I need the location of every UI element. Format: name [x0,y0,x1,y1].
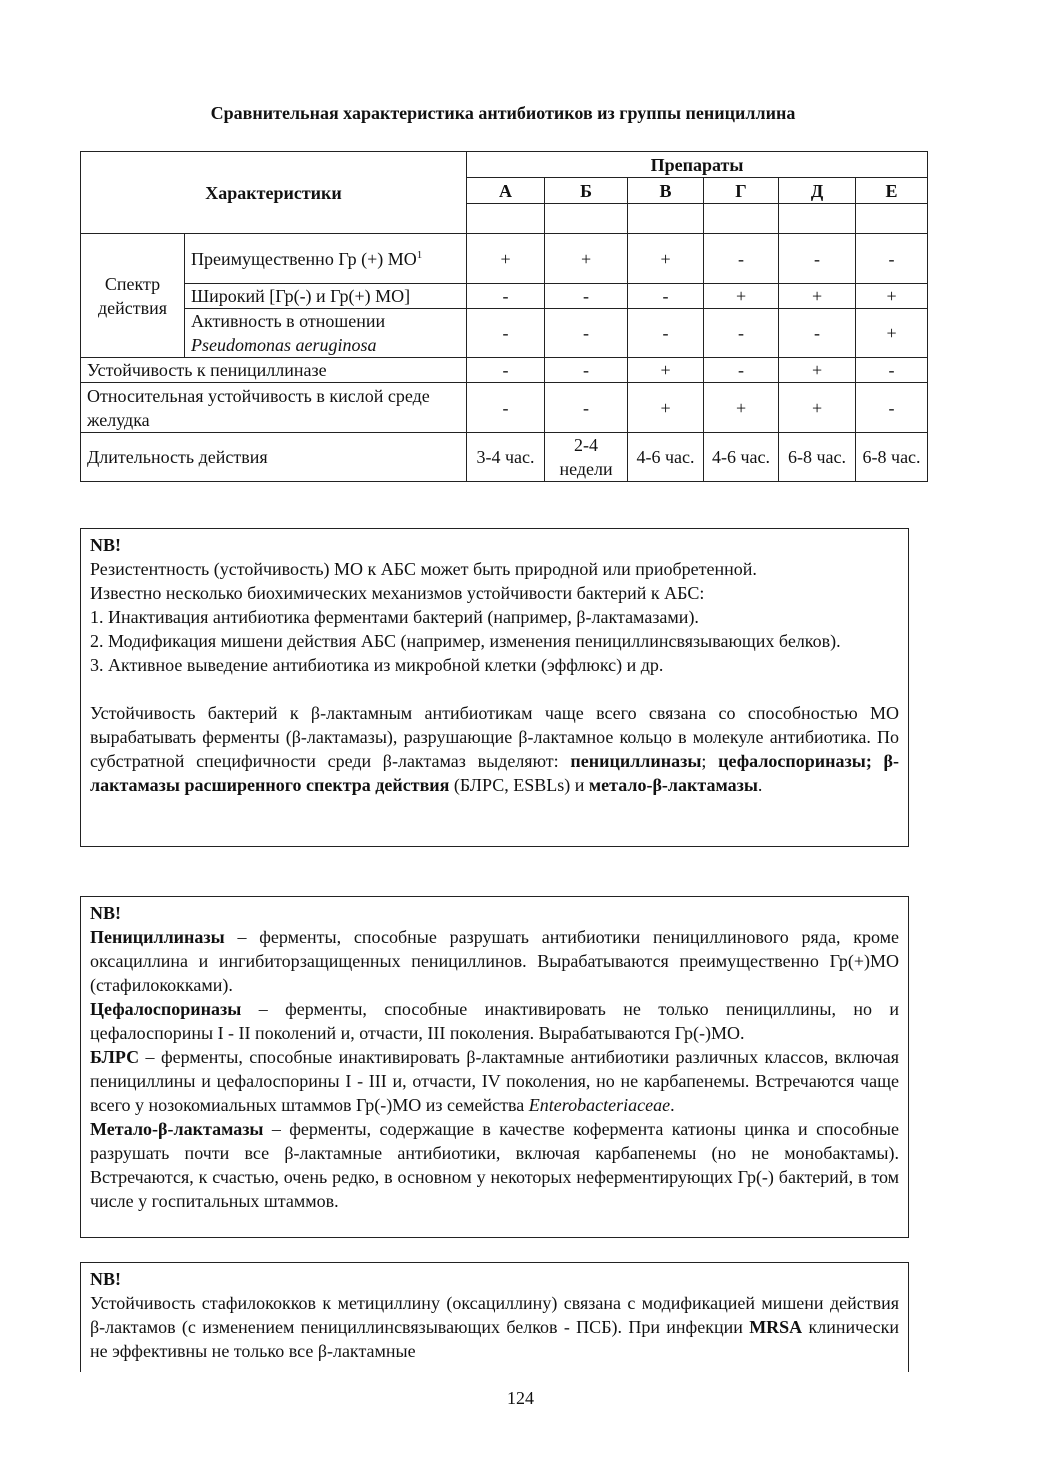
empty-cell [779,204,856,234]
table-cell: + [779,383,856,433]
nb-paragraph: Метало-β-лактамазы – ферменты, содержащие в качестве кофермента катионы цинка и способные разрушать почти все β-лактамные антибиотики, включая карбапенемы (но не монобактамы). Встречаются, к счастью, очень редко, в основном у некоторых неферментирующих Гр(-) бактерий, в том числе у госпитальных штаммов. [90,1119,899,1211]
table-cell: - [467,309,545,358]
nb-paragraph: БЛРС – ферменты, способные инактивировать β-лактамные антибиотики различных классов, включая пенициллины и цефалоспорины I - III и, отчасти, IV поколения, но не карбапенемы. Встречаются чаще всего у нозокомиальных штаммов Гр(-)МО из семейства Enterobacteriaceae. [90,1047,899,1115]
table-cell: - [628,309,704,358]
table-cell: + [545,234,628,284]
table-cell: + [779,358,856,383]
table-cell: - [779,234,856,284]
nb-heading: NB! [90,535,121,555]
drug-header: Д [779,178,856,204]
empty-cell [856,204,928,234]
table-cell: - [704,358,779,383]
row-label: Широкий [Гр(-) и Гр(+) МО] [185,284,467,309]
table-cell: - [467,383,545,433]
page-number: 124 [507,1388,534,1408]
nb-box-mrsa [80,1262,909,1372]
nb-paragraph: Пенициллиназы – ферменты, способные разрушать антибиотики пенициллинового ряда, кроме оксациллина и ингибиторзащищенных пенициллинов. Вырабатываются преимущественно Гр(+)МО (стафилококками). [90,927,899,995]
table-cell: 3-4 час. [467,433,545,482]
row-label: Преимущественно Гр (+) $МО^1$ [185,234,467,284]
table-cell: + [628,234,704,284]
nb-paragraph: Цефалоспориназы – ферменты, способные инактивировать не только пенициллины, но и цефалоспорины I - II поколений и, отчасти, III поколения. Вырабатываются Гр(-)МО. [90,999,899,1043]
drug-header: Б [545,178,628,204]
row-label: Устойчивость к пенициллиназе [81,358,467,383]
table-cell: + [704,284,779,309]
table-cell: - [545,309,628,358]
table-cell: - [545,358,628,383]
nb-line: Известно несколько биохимических механизмов устойчивости бактерий к АБС: [90,583,705,603]
nb-paragraph: Устойчивость бактерий к β-лактамным антибиотикам чаще всего связана со способностью МО вырабатывать ферменты (β-лактамазы), разрушающие β-лактамное кольцо в молекуле антибиотика. По субстратной специфичности среди β-лактамаз выделяют: пенициллиназы; цефалоспориназы; β-лактамазы расширенного спектра действия (БЛРС, ESBLs) и метало-β-лактамазы. [90,703,899,795]
table-cell: + [856,284,928,309]
table-cell: + [628,383,704,433]
nb-paragraph: Устойчивость стафилококков к метициллину (оксациллину) связана с модификацией мишени действия β-лактамов (с изменением пенициллинсвязывающих белков - ПСБ). При инфекции MRSA клинически не эффективны не только все β-лактамные [90,1293,899,1361]
table-cell: - [467,358,545,383]
table-row [81,433,928,482]
table-cell: + [856,309,928,358]
spectrum-label: Спектр действия [81,234,185,358]
nb-heading: NB! [90,903,121,923]
table-cell: + [779,284,856,309]
table-cell: 4-6 час. [628,433,704,482]
table-cell: + [467,234,545,284]
table-cell: 2-4 недели [545,433,628,482]
header-preparations: Препараты [467,152,928,178]
table-cell: 6-8 час. [856,433,928,482]
nb-line: 3. Активное выведение антибиотика из микробной клетки (эффлюкс) и др. [90,655,664,675]
drug-header: В [628,178,704,204]
drug-header: Е [856,178,928,204]
comparison-table [80,151,928,482]
table-row [81,358,928,383]
nb-line: Резистентность (устойчивость) МО к АБС может быть природной или приобретенной. [90,559,757,579]
row-label: Активность в отношении Pseudomonas aeruginosa [185,309,467,358]
nb-line: 1. Инактивация антибиотика ферментами бактерий (например, β-лактамазами). [90,607,699,627]
header-characteristics: Характеристики [81,152,467,234]
table-cell: - [545,383,628,433]
table-cell: 4-6 час. [704,433,779,482]
table-cell: - [545,284,628,309]
table-cell: - [704,309,779,358]
table-cell: - [856,383,928,433]
table-row [81,383,928,433]
table-cell: - [628,284,704,309]
nb-line: 2. Модификация мишени действия АБС (например, изменения пенициллинсвязывающих белков). [90,631,841,651]
table-cell: - [779,309,856,358]
nb-heading: NB! [90,1269,121,1289]
table-cell: - [856,358,928,383]
nb-box-resistance [80,528,909,847]
table-cell: 6-8 час. [779,433,856,482]
row-label: Относительная устойчивость в кислой среде желудка [81,383,467,433]
table-row [81,234,928,284]
row-label: Длительность действия [81,433,467,482]
table-row [81,284,928,309]
nb-box-enzymes [80,896,909,1238]
table-row [81,309,928,358]
table-cell: + [628,358,704,383]
empty-cell [628,204,704,234]
empty-cell [545,204,628,234]
table-cell: + [704,383,779,433]
drug-header: Г [704,178,779,204]
table-cell: - [467,284,545,309]
empty-cell [704,204,779,234]
table-cell: - [704,234,779,284]
empty-cell [467,204,545,234]
page-title: Сравнительная характеристика антибиотиков из группы пенициллина [210,103,796,123]
drug-header: А [467,178,545,204]
table-cell: - [856,234,928,284]
